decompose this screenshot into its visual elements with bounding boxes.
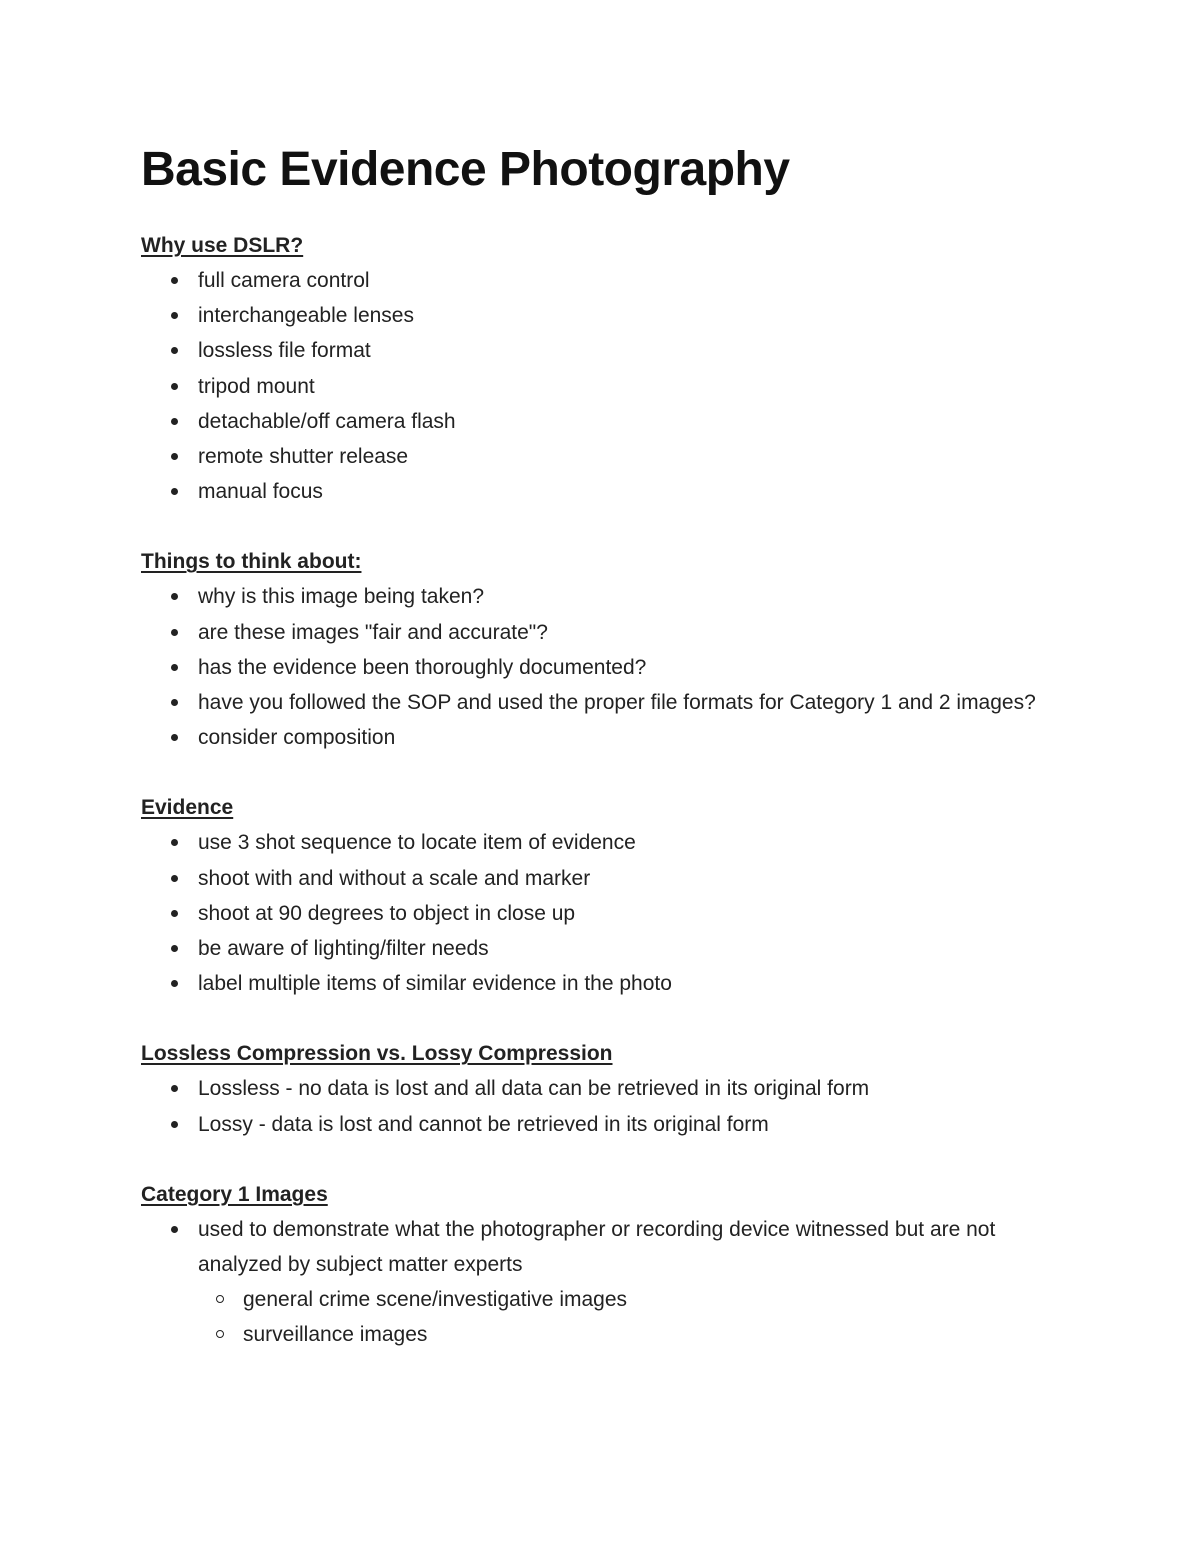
section-heading: Things to think about:: [141, 550, 362, 574]
list-item: tripod mount: [198, 369, 1061, 404]
section-heading: Why use DSLR?: [141, 234, 304, 257]
bullet-list: [141, 1071, 1061, 1141]
section-category-1-images: [141, 1177, 1061, 1353]
section-heading: Evidence: [141, 796, 234, 820]
bullet-list: [141, 263, 1061, 509]
list-item: label multiple items of similar evidence in the photo: [198, 966, 1061, 1001]
section-things-to-think-about: [141, 544, 1061, 755]
list-item: lossless file format: [198, 333, 1061, 368]
list-item-text: used to demonstrate what the photographer or recording device witnessed but are not analyzed by subject matter experts: [198, 1217, 996, 1277]
section-lossless-vs-lossy: [141, 1036, 1061, 1141]
sub-list-item: general crime scene/investigative images: [243, 1282, 1061, 1317]
document-page: [141, 140, 1061, 1388]
bullet-list: [141, 1212, 1061, 1353]
section-heading: Lossless Compression vs. Lossy Compression: [141, 1042, 613, 1066]
list-item: interchangeable lenses: [198, 298, 1061, 333]
section-evidence: [141, 790, 1061, 1001]
list-item: manual focus: [198, 474, 1061, 509]
sub-bullet-list: [198, 1282, 1061, 1352]
bullet-list: [141, 825, 1061, 1001]
list-item: be aware of lighting/filter needs: [198, 931, 1061, 966]
list-item: why is this image being taken?: [198, 579, 1061, 614]
list-item: detachable/off camera flash: [198, 404, 1061, 439]
section-why-use-dslr: [141, 228, 1061, 509]
list-item: full camera control: [198, 263, 1061, 298]
section-heading: Category 1 Images: [141, 1182, 328, 1206]
list-item: use 3 shot sequence to locate item of evidence: [198, 825, 1061, 860]
list-item: Lossless - no data is lost and all data can be retrieved in its original form: [198, 1071, 1061, 1106]
list-item: shoot at 90 degrees to object in close up: [198, 896, 1061, 931]
list-item: consider composition: [198, 720, 1061, 755]
list-item: has the evidence been thoroughly documented?: [198, 650, 1061, 685]
list-item: [198, 1212, 1061, 1353]
list-item: remote shutter release: [198, 439, 1061, 474]
list-item: Lossy - data is lost and cannot be retrieved in its original form: [198, 1107, 1061, 1142]
bullet-list: [141, 579, 1061, 755]
list-item: shoot with and without a scale and marker: [198, 861, 1061, 896]
document-title: Basic Evidence Photography: [141, 143, 790, 196]
list-item: have you followed the SOP and used the proper file formats for Category 1 and 2 images?: [198, 685, 1061, 720]
sub-list-item: surveillance images: [243, 1317, 1061, 1352]
list-item: are these images "fair and accurate"?: [198, 615, 1061, 650]
